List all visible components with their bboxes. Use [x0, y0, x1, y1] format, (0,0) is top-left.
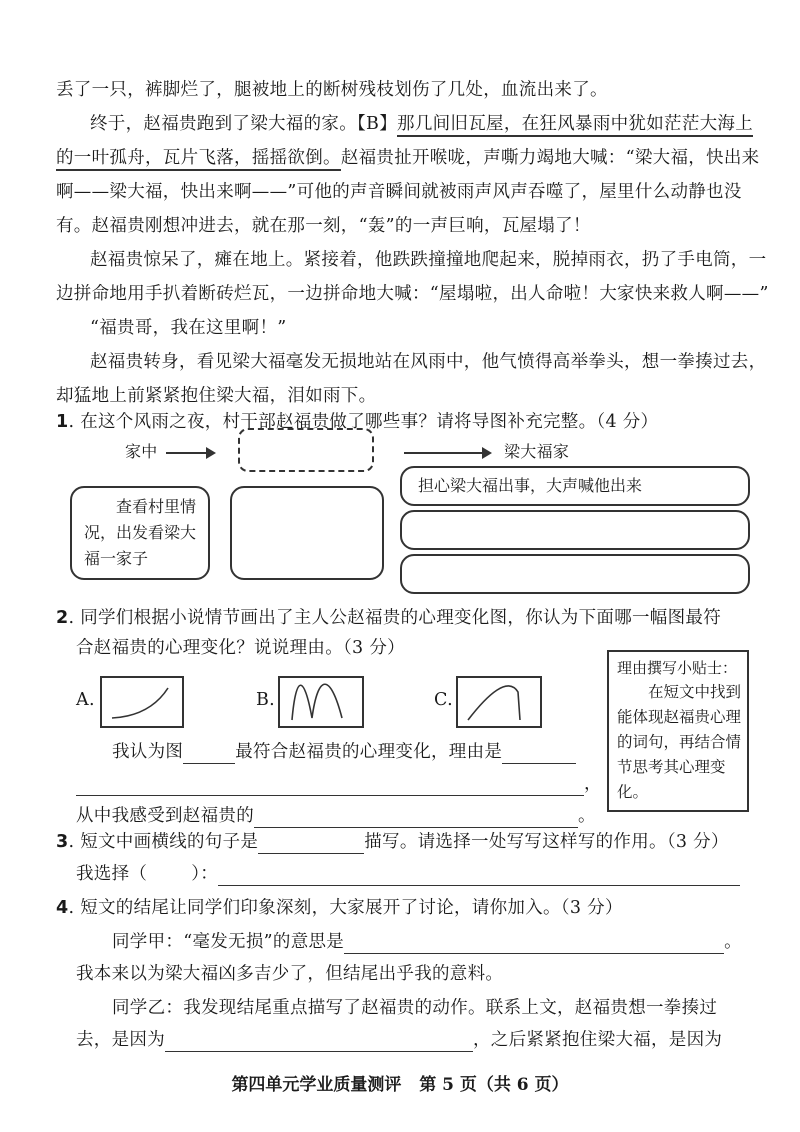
map-box-3 — [400, 466, 750, 506]
map-box-5-blank[interactable] — [400, 554, 750, 594]
effect-blank[interactable] — [218, 867, 740, 886]
passage-line-8: “福贵哥，我在这里啊！” — [90, 318, 287, 338]
question-3 — [56, 830, 729, 854]
graph-a[interactable] — [100, 676, 184, 728]
feel-blank[interactable] — [254, 809, 578, 828]
student-jia-text: 同学甲：“毫发无损”的意思是 — [112, 932, 345, 952]
label-liang-home: 梁大福家 — [504, 442, 570, 461]
choose-suffix: ）： — [191, 864, 219, 884]
answer-prefix: 我认为图 — [112, 742, 184, 762]
map-box-2-blank[interactable] — [230, 486, 384, 580]
blank-step-dashed[interactable] — [238, 428, 374, 472]
passage-text: 终于，赵福贵跑到了梁大福的家。【B】 — [90, 114, 398, 134]
q3-choose-line — [76, 862, 740, 886]
reason-blank[interactable] — [502, 745, 576, 764]
question-2-line-2: 合赵福贵的心理变化？说说理由。（3 分） — [76, 638, 405, 658]
punctuation: 。 — [578, 806, 596, 826]
tip-title: 理由撰写小贴士： — [617, 659, 738, 677]
option-a-label[interactable]: A. — [76, 690, 95, 710]
q2-reason-line-2 — [76, 772, 602, 796]
meaning-blank[interactable] — [344, 935, 724, 954]
tip-body: 在短文中找到能体现赵福贵心理的词句，再结合情节思考其心理变化。 — [617, 683, 742, 801]
question-2-line-1 — [56, 606, 721, 630]
passage-line-10: 却猛地上前紧紧抱住梁大福，泪如雨下。 — [56, 386, 377, 406]
question-4 — [56, 896, 623, 920]
description-type-blank[interactable] — [258, 835, 364, 854]
underlined-sentence: 那几间旧瓦屋，在狂风暴雨中犹如茫茫大海上 — [397, 114, 753, 137]
choose-prefix: 我选择（ — [76, 864, 148, 884]
student-yi-line-2 — [76, 1028, 722, 1052]
question-text: 描写。请选择一处写写这样写的作用。（3 分） — [364, 832, 729, 852]
graph-choice-blank[interactable] — [183, 745, 235, 764]
question-number: 3 — [56, 832, 69, 852]
footer-page-number: 第 5 页（共 6 页） — [419, 1075, 569, 1095]
label-home: 家中 — [125, 442, 158, 461]
passage-text: 赵福贵扯开喉咙，声嘶力竭地大喊：“梁大福，快出来 — [340, 148, 760, 168]
reason-blank-2[interactable] — [76, 777, 584, 796]
graph-b-curve-icon — [280, 678, 362, 726]
q2-feel-line — [76, 804, 596, 828]
arrow-icon — [404, 452, 490, 454]
tip-box — [607, 650, 749, 812]
passage-line-1: 丢了一只，裤脚烂了，腿被地上的断树残枝划伤了几处，血流出来了。 — [56, 80, 608, 100]
graph-c-curve-icon — [458, 678, 540, 726]
passage-line-7: 边拼命地用手扒着断砖烂瓦，一边拼命地大喊：“屋塌啦，出人命啦！大家快来救人啊——” — [56, 284, 769, 304]
student-jia-line-2: 我本来以为梁大福凶多吉少了，但结尾出乎我的意料。 — [76, 964, 504, 984]
underlined-sentence-cont: 的一叶孤舟，瓦片飞落，摇摇欲倒。 — [56, 148, 341, 171]
punctuation: 。 — [724, 932, 742, 952]
option-b-label[interactable]: B. — [256, 690, 276, 710]
question-text: . 短文中画横线的句子是 — [68, 832, 259, 852]
question-text: . 同学们根据小说情节画出了主人公赵福贵的心理变化图，你认为下面哪一幅图最符 — [68, 608, 722, 628]
punctuation: ， — [584, 774, 602, 794]
map-box-1 — [70, 486, 210, 580]
reason-punch-blank[interactable] — [165, 1033, 473, 1052]
question-number: 2 — [56, 608, 69, 628]
student-jia-line-1 — [112, 930, 742, 954]
page-footer — [0, 1070, 800, 1095]
student-yi-line-1: 同学乙：我发现结尾重点描写了赵福贵的动作。联系上文，赵福贵想一拳揍过 — [112, 998, 718, 1018]
option-c-label[interactable]: C. — [434, 690, 453, 710]
student-yi-text: ，之后紧紧抱住梁大福，是因为 — [473, 1030, 723, 1050]
map-box-1-text: 查看村里情况，出发看梁大福一家子 — [84, 497, 197, 568]
passage-line-6: 赵福贵惊呆了，瘫在地上。紧接着，他跌跌撞撞地爬起来，脱掉雨衣，扔了手电筒，一 — [90, 250, 767, 270]
passage-line-3 — [56, 146, 759, 170]
graph-a-curve-icon — [102, 678, 182, 726]
graph-b[interactable] — [278, 676, 364, 728]
question-text: . 在这个风雨之夜，村干部赵福贵做了哪些事？请将导图补充完整。（4 分） — [68, 412, 659, 432]
map-box-4-blank[interactable] — [400, 510, 750, 550]
passage-line-5: 有。赵福贵刚想冲进去，就在那一刻，“轰”的一声巨响，瓦屋塌了！ — [56, 216, 591, 236]
passage-line-2 — [90, 112, 753, 136]
student-yi-text: 去，是因为 — [76, 1030, 165, 1050]
arrow-icon — [166, 452, 214, 454]
passage-line-4: 啊——梁大福，快出来啊——”可他的声音瞬间就被雨声风声吞噬了，屋里什么动静也没 — [56, 182, 742, 202]
map-box-3-text: 担心梁大福出事，大声喊他出来 — [418, 476, 643, 495]
question-text: . 短文的结尾让同学们印象深刻，大家展开了讨论，请你加入。（3 分） — [68, 898, 623, 918]
question-number: 4 — [56, 898, 69, 918]
footer-title: 第四单元学业质量测评 — [231, 1075, 402, 1095]
answer-mid: 最符合赵福贵的心理变化，理由是 — [235, 742, 503, 762]
feel-prefix: 从中我感受到赵福贵的 — [76, 806, 254, 826]
question-number: 1 — [56, 412, 69, 432]
graph-c[interactable] — [456, 676, 542, 728]
passage-line-9: 赵福贵转身，看见梁大福毫发无损地站在风雨中，他气愤得高举拳头，想一拳揍过去， — [90, 352, 767, 372]
q2-answer-line — [112, 740, 576, 764]
